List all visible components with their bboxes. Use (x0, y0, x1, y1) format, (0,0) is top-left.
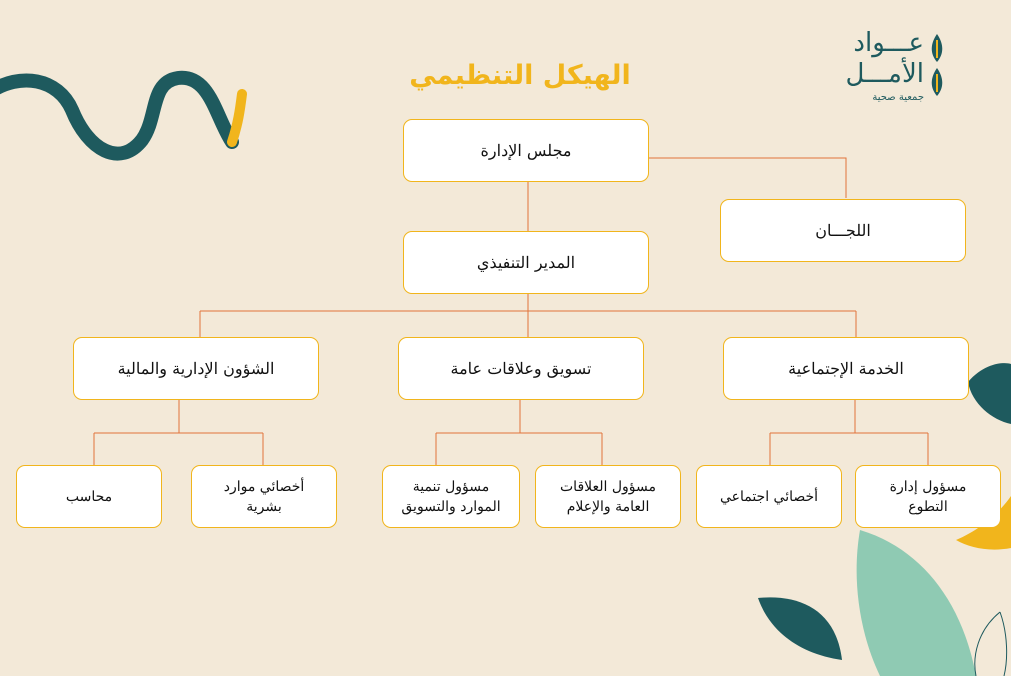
resource-dev-label: مسؤول تنمية الموارد والتسويق (401, 478, 501, 515)
committees-box (720, 199, 966, 262)
accountant-box (16, 465, 162, 528)
volunteer-mgmt-label: مسؤول إدارة التطوع (889, 478, 967, 515)
social-service-box (723, 337, 969, 400)
pr-media-box (535, 465, 681, 528)
committees-label: اللجـــان (815, 220, 871, 240)
page-title: الهيكل التنظيمي (409, 60, 631, 91)
social-specialist-label: أخصائي اجتماعي (719, 488, 819, 505)
social-specialist-box (696, 465, 842, 528)
volunteer-mgmt-box (855, 465, 1001, 528)
board-label: مجلس الإدارة (480, 140, 572, 160)
pr-media-label: مسؤول العلاقات العامة والإعلام (560, 478, 657, 515)
marketing-pr-box (398, 337, 644, 400)
admin-finance-box (73, 337, 319, 400)
executive-director-box (403, 231, 649, 294)
logo-line-1: عـــواد (853, 28, 924, 58)
logo-line-2: الأمـــل (845, 59, 924, 89)
accountant-label: محاسب (65, 488, 113, 505)
marketing-pr-label: تسويق وعلاقات عامة (450, 358, 592, 378)
hr-specialist-label: أخصائي موارد بشرية (223, 478, 305, 515)
logo-tagline: جمعية صحية (872, 92, 924, 103)
admin-finance-label: الشؤون الإدارية والمالية (117, 358, 275, 378)
social-service-label: الخدمة الإجتماعية (788, 358, 904, 378)
resource-dev-box (382, 465, 520, 528)
hr-specialist-box (191, 465, 337, 528)
board-box (403, 119, 649, 182)
executive-director-label: المدير التنفيذي (476, 252, 576, 272)
